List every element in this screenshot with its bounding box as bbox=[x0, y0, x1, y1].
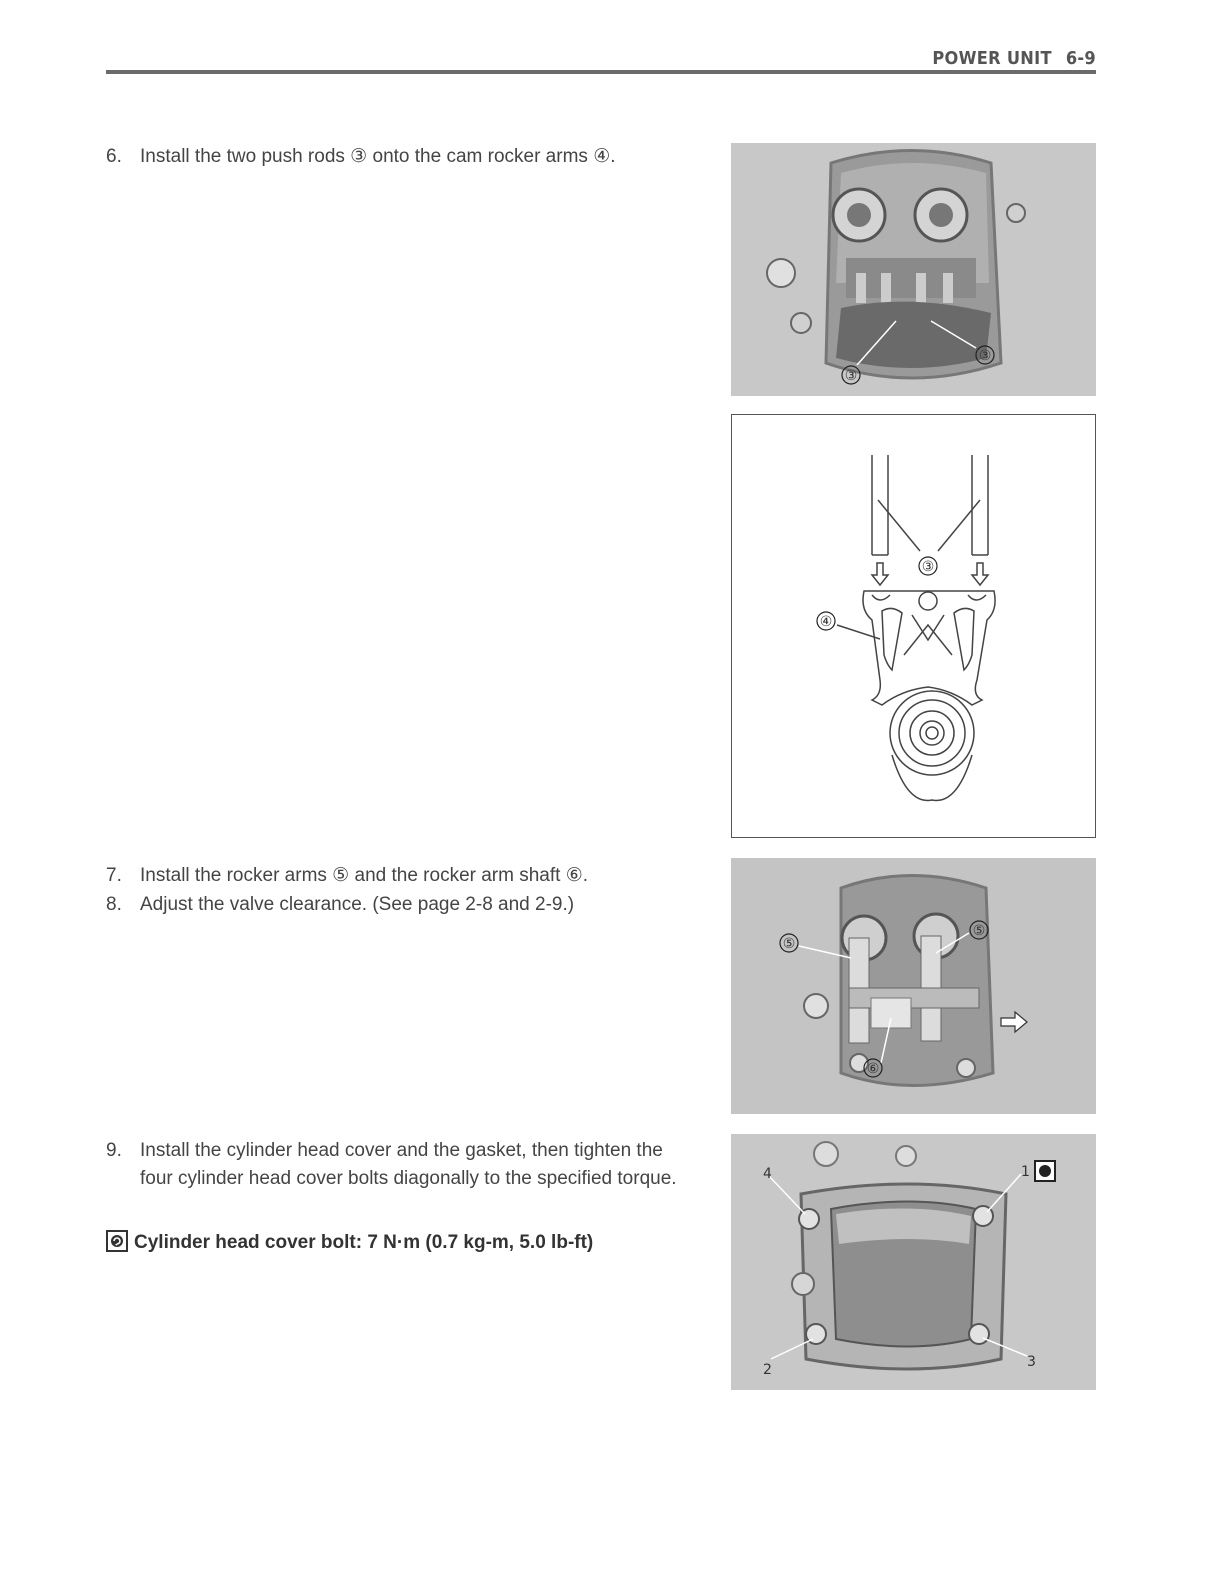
figure-push-rods-photo bbox=[731, 143, 1096, 396]
torque-spec bbox=[106, 1230, 593, 1254]
torque-spec-text: Cylinder head cover bolt: 7 N·m (0.7 kg-m, 5.0 lb-ft) bbox=[134, 1232, 594, 1253]
callout-3: ③ bbox=[921, 559, 935, 575]
step-text-part: . bbox=[610, 146, 616, 167]
step-number: 8. bbox=[106, 894, 122, 915]
section-title: POWER UNIT bbox=[932, 48, 1052, 69]
callout-5: ⑤ bbox=[782, 936, 796, 952]
rocker-arms-photo-image bbox=[731, 858, 1096, 1114]
figure-head-cover-photo bbox=[731, 1134, 1096, 1390]
step-text: Adjust the valve clearance. (See page 2-8 and 2-9.) bbox=[140, 894, 575, 915]
step-text: Install the cylinder head cover and the gasket, then tighten the four cylinder head cover bolts diagonally to the specified torque. bbox=[140, 1140, 677, 1189]
callout-3: ③ bbox=[350, 146, 368, 167]
torque-wrench-icon bbox=[1035, 1161, 1055, 1181]
callout-5: ⑤ bbox=[332, 865, 350, 886]
callout-6: ⑥ bbox=[565, 865, 583, 886]
callout-3: ③ bbox=[844, 368, 858, 384]
callout-6: ⑥ bbox=[866, 1061, 880, 1077]
header-text bbox=[932, 48, 1096, 69]
step-text-part: onto the cam rocker arms bbox=[367, 146, 594, 167]
push-rods-photo-image bbox=[731, 143, 1096, 396]
page-number: 6-9 bbox=[1065, 48, 1096, 69]
torque-wrench-icon bbox=[106, 1230, 128, 1252]
page-header bbox=[106, 40, 1096, 76]
figure-rocker-arms-photo bbox=[731, 858, 1096, 1114]
head-cover-photo-image bbox=[731, 1134, 1096, 1390]
callout-4: ④ bbox=[593, 146, 611, 167]
bolt-number-2: 2 bbox=[763, 1362, 772, 1378]
rocker-arm-diagram-image bbox=[732, 415, 1094, 836]
header-rule bbox=[106, 70, 1096, 74]
step-number: 9. bbox=[106, 1140, 122, 1161]
step-text bbox=[140, 862, 700, 890]
callout-5: ⑤ bbox=[972, 923, 986, 939]
step-text-part: Install the two push rods bbox=[140, 146, 351, 167]
bolt-number-4: 4 bbox=[763, 1166, 772, 1182]
callout-3: ③ bbox=[978, 348, 992, 364]
figure-rocker-arm-diagram bbox=[731, 414, 1096, 838]
bolt-number-3: 3 bbox=[1027, 1354, 1036, 1370]
step-text bbox=[140, 143, 700, 171]
step-text-part: . bbox=[582, 865, 589, 886]
step-text-part: Install the rocker arms bbox=[140, 865, 333, 886]
step-number: 7. bbox=[106, 865, 122, 886]
callout-4: ④ bbox=[819, 614, 833, 630]
step-text-part: and the rocker arm shaft bbox=[349, 865, 566, 886]
step-number: 6. bbox=[106, 146, 122, 167]
bolt-number-1: 1 bbox=[1021, 1164, 1030, 1180]
